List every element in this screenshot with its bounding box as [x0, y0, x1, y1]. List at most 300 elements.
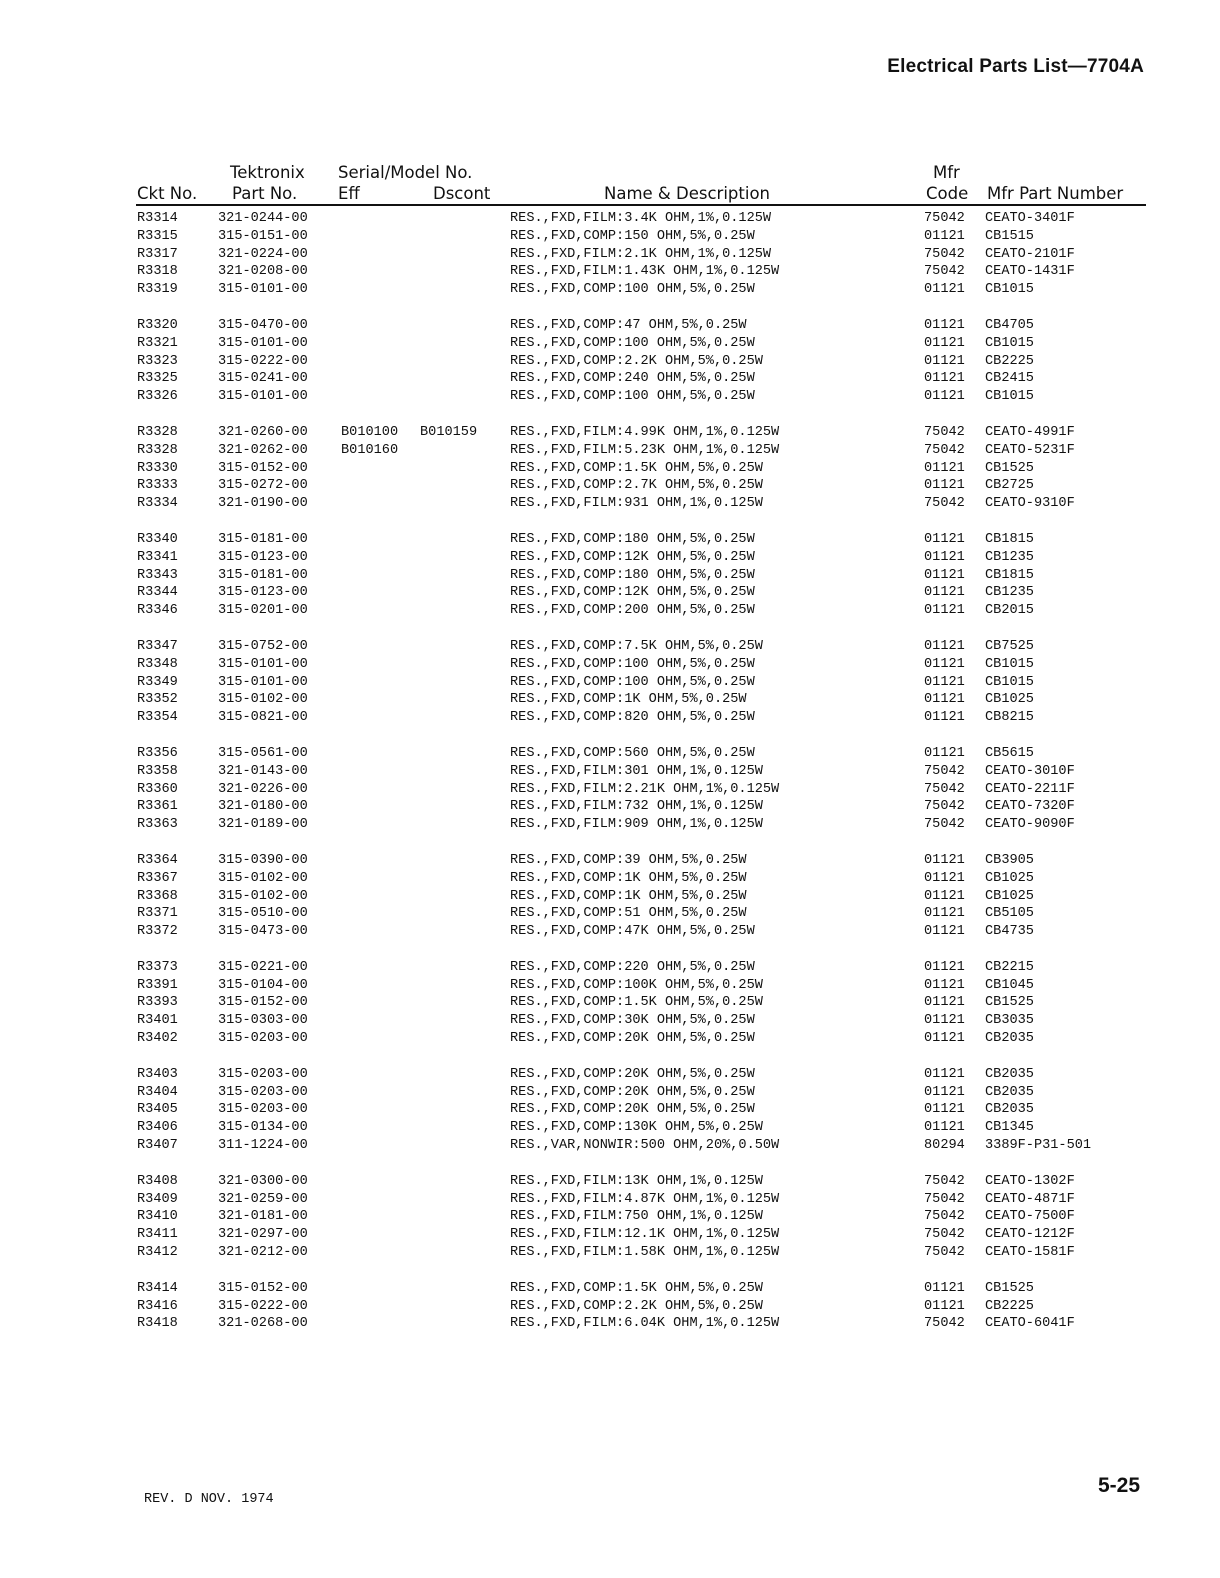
part-no-cell: 315-0203-00	[218, 1084, 308, 1100]
mfr-part-number-cell: CB1235	[985, 585, 1034, 601]
table-row	[0, 585, 1220, 603]
ckt-no-cell: R3320	[137, 317, 178, 333]
table-row	[0, 443, 1220, 461]
mfr-code-cell: 75042	[924, 246, 965, 262]
table-row	[0, 532, 1220, 550]
parts-group	[0, 1281, 1220, 1334]
mfr-part-number-cell: CB7525	[985, 638, 1034, 654]
mfr-part-number-cell: CB2035	[985, 1066, 1034, 1082]
mfr-code-cell: 75042	[924, 763, 965, 779]
part-no-cell: 315-0152-00	[218, 460, 308, 476]
mfr-part-number-cell: CEATO-2101F	[985, 246, 1075, 262]
table-row	[0, 1227, 1220, 1245]
ckt-no-cell: R3368	[137, 888, 178, 904]
ckt-no-cell: R3326	[137, 389, 178, 405]
ckt-no-cell: R3418	[137, 1316, 178, 1332]
mfr-code-cell: 75042	[924, 1173, 965, 1189]
table-row	[0, 764, 1220, 782]
mfr-code-cell: 01121	[924, 924, 965, 940]
mfr-part-number-cell: CB1345	[985, 1120, 1034, 1136]
ckt-no-cell: R3348	[137, 656, 178, 672]
ckt-no-cell: R3317	[137, 246, 178, 262]
mfr-code-cell: 01121	[924, 335, 965, 351]
mfr-code-cell: 75042	[924, 264, 965, 280]
ckt-no-cell: R3402	[137, 1031, 178, 1047]
mfr-part-number-cell: CEATO-6041F	[985, 1316, 1075, 1332]
part-no-cell: 321-0180-00	[218, 799, 308, 815]
table-row	[0, 1245, 1220, 1263]
description-cell: RES.,FXD,COMP:560 OHM,5%,0.25W	[510, 745, 755, 761]
table-row	[0, 282, 1220, 300]
mfr-code-cell: 75042	[924, 799, 965, 815]
part-no-cell: 315-0203-00	[218, 1102, 308, 1118]
table-row	[0, 924, 1220, 942]
ckt-no-cell: R3410	[137, 1209, 178, 1225]
mfr-part-number-cell: CB2035	[985, 1102, 1034, 1118]
mfr-code-cell: 01121	[924, 977, 965, 993]
ckt-no-cell: R3343	[137, 567, 178, 583]
header-code: Code	[926, 184, 969, 203]
table-row	[0, 1192, 1220, 1210]
mfr-part-number-cell: CB4705	[985, 317, 1034, 333]
table-row	[0, 247, 1220, 265]
mfr-part-number-cell: CB1815	[985, 531, 1034, 547]
table-row	[0, 425, 1220, 443]
header-mfr-part-number: Mfr Part Number	[987, 184, 1124, 203]
mfr-part-number-cell: CB1235	[985, 549, 1034, 565]
mfr-code-cell: 01121	[924, 888, 965, 904]
description-cell: RES.,FXD,COMP:180 OHM,5%,0.25W	[510, 567, 755, 583]
description-cell: RES.,FXD,COMP:2.2K OHM,5%,0.25W	[510, 353, 763, 369]
mfr-code-cell: 01121	[924, 1084, 965, 1100]
part-no-cell: 321-0226-00	[218, 781, 308, 797]
mfr-part-number-cell: CEATO-9090F	[985, 817, 1075, 833]
mfr-code-cell: 01121	[924, 549, 965, 565]
part-no-cell: 311-1224-00	[218, 1138, 308, 1154]
table-row	[0, 817, 1220, 835]
mfr-part-number-cell: CB3035	[985, 1013, 1034, 1029]
ckt-no-cell: R3412	[137, 1245, 178, 1261]
ckt-no-cell: R3405	[137, 1102, 178, 1118]
parts-group	[0, 639, 1220, 728]
mfr-part-number-cell: CEATO-2211F	[985, 781, 1075, 797]
description-cell: RES.,FXD,FILM:909 OHM,1%,0.125W	[510, 817, 763, 833]
table-row	[0, 889, 1220, 907]
ckt-no-cell: R3321	[137, 335, 178, 351]
mfr-part-number-cell: CB5105	[985, 906, 1034, 922]
mfr-code-cell: 01121	[924, 1120, 965, 1136]
table-row	[0, 978, 1220, 996]
part-no-cell: 315-0470-00	[218, 317, 308, 333]
ckt-no-cell: R3371	[137, 906, 178, 922]
table-row	[0, 1120, 1220, 1138]
mfr-part-number-cell: CEATO-1212F	[985, 1227, 1075, 1243]
ckt-no-cell: R3367	[137, 870, 178, 886]
description-cell: RES.,FXD,COMP:1K OHM,5%,0.25W	[510, 870, 747, 886]
mfr-code-cell: 01121	[924, 1066, 965, 1082]
ckt-no-cell: R3363	[137, 817, 178, 833]
mfr-code-cell: 01121	[924, 317, 965, 333]
part-no-cell: 315-0123-00	[218, 549, 308, 565]
table-row	[0, 1138, 1220, 1156]
table-row	[0, 1067, 1220, 1085]
mfr-part-number-cell: CEATO-1431F	[985, 264, 1075, 280]
page-title: Electrical Parts List—7704A	[887, 56, 1144, 77]
mfr-part-number-cell: CB1015	[985, 335, 1034, 351]
table-row	[0, 1209, 1220, 1227]
part-no-cell: 321-0300-00	[218, 1173, 308, 1189]
ckt-no-cell: R3346	[137, 603, 178, 619]
description-cell: RES.,FXD,COMP:180 OHM,5%,0.25W	[510, 531, 755, 547]
description-cell: RES.,FXD,FILM:13K OHM,1%,0.125W	[510, 1173, 763, 1189]
part-no-cell: 315-0152-00	[218, 1280, 308, 1296]
part-no-cell: 321-0208-00	[218, 264, 308, 280]
mfr-code-cell: 01121	[924, 478, 965, 494]
mfr-code-cell: 01121	[924, 1102, 965, 1118]
mfr-code-cell: 01121	[924, 1013, 965, 1029]
table-row	[0, 799, 1220, 817]
ckt-no-cell: R3333	[137, 478, 178, 494]
description-cell: RES.,FXD,COMP:100 OHM,5%,0.25W	[510, 674, 755, 690]
part-no-cell: 315-0473-00	[218, 924, 308, 940]
description-cell: RES.,FXD,FILM:931 OHM,1%,0.125W	[510, 496, 763, 512]
parts-group	[0, 211, 1220, 300]
description-cell: RES.,FXD,COMP:100 OHM,5%,0.25W	[510, 656, 755, 672]
mfr-code-cell: 75042	[924, 1209, 965, 1225]
mfr-part-number-cell: CB1025	[985, 870, 1034, 886]
parts-group	[0, 318, 1220, 407]
part-no-cell: 321-0268-00	[218, 1316, 308, 1332]
table-row	[0, 1281, 1220, 1299]
ckt-no-cell: R3356	[137, 745, 178, 761]
mfr-code-cell: 80294	[924, 1138, 965, 1154]
part-no-cell: 315-0181-00	[218, 531, 308, 547]
description-cell: RES.,FXD,COMP:12K OHM,5%,0.25W	[510, 585, 755, 601]
description-cell: RES.,FXD,FILM:1.58K OHM,1%,0.125W	[510, 1245, 780, 1261]
description-cell: RES.,FXD,COMP:12K OHM,5%,0.25W	[510, 549, 755, 565]
part-no-cell: 315-0203-00	[218, 1066, 308, 1082]
description-cell: RES.,FXD,COMP:2.2K OHM,5%,0.25W	[510, 1298, 763, 1314]
table-row	[0, 1085, 1220, 1103]
table-row	[0, 710, 1220, 728]
ckt-no-cell: R3330	[137, 460, 178, 476]
part-no-cell: 315-0101-00	[218, 389, 308, 405]
ckt-no-cell: R3411	[137, 1227, 178, 1243]
part-no-cell: 321-0189-00	[218, 817, 308, 833]
mfr-code-cell: 01121	[924, 995, 965, 1011]
revision-note: REV. D NOV. 1974	[144, 1492, 274, 1507]
table-row	[0, 478, 1220, 496]
header-name-description: Name & Description	[604, 184, 771, 203]
table-row	[0, 550, 1220, 568]
part-no-cell: 321-0190-00	[218, 496, 308, 512]
table-row	[0, 692, 1220, 710]
description-cell: RES.,FXD,COMP:20K OHM,5%,0.25W	[510, 1066, 755, 1082]
description-cell: RES.,FXD,COMP:1.5K OHM,5%,0.25W	[510, 1280, 763, 1296]
description-cell: RES.,FXD,COMP:7.5K OHM,5%,0.25W	[510, 638, 763, 654]
description-cell: RES.,FXD,FILM:3.4K OHM,1%,0.125W	[510, 211, 772, 226]
table-row	[0, 871, 1220, 889]
description-cell: RES.,FXD,COMP:1K OHM,5%,0.25W	[510, 888, 747, 904]
part-no-cell: 315-0821-00	[218, 710, 308, 726]
part-no-cell: 315-0222-00	[218, 1298, 308, 1314]
part-no-cell: 321-0224-00	[218, 246, 308, 262]
mfr-code-cell: 01121	[924, 531, 965, 547]
part-no-cell: 321-0244-00	[218, 211, 308, 226]
description-cell: RES.,FXD,COMP:820 OHM,5%,0.25W	[510, 710, 755, 726]
description-cell: RES.,FXD,COMP:100 OHM,5%,0.25W	[510, 335, 755, 351]
mfr-part-number-cell: CB4735	[985, 924, 1034, 940]
description-cell: RES.,FXD,COMP:20K OHM,5%,0.25W	[510, 1031, 755, 1047]
description-cell: RES.,FXD,COMP:220 OHM,5%,0.25W	[510, 959, 755, 975]
parts-group	[0, 532, 1220, 621]
header-ckt-no: Ckt No.	[137, 184, 198, 203]
mfr-code-cell: 01121	[924, 228, 965, 244]
table-row	[0, 264, 1220, 282]
table-row	[0, 211, 1220, 229]
header-dscont: Dscont	[433, 184, 491, 203]
table-row	[0, 782, 1220, 800]
description-cell: RES.,FXD,COMP:1.5K OHM,5%,0.25W	[510, 995, 763, 1011]
description-cell: RES.,FXD,FILM:6.04K OHM,1%,0.125W	[510, 1316, 780, 1332]
ckt-no-cell: R3319	[137, 282, 178, 298]
mfr-part-number-cell: CEATO-9310F	[985, 496, 1075, 512]
mfr-part-number-cell: CB1025	[985, 888, 1034, 904]
part-no-cell: 315-0101-00	[218, 674, 308, 690]
description-cell: RES.,FXD,COMP:47K OHM,5%,0.25W	[510, 924, 755, 940]
part-no-cell: 315-0221-00	[218, 959, 308, 975]
serial-dscont-cell: B010159	[420, 424, 478, 440]
ckt-no-cell: R3416	[137, 1298, 178, 1314]
part-no-cell: 315-0561-00	[218, 745, 308, 761]
description-cell: RES.,FXD,COMP:100 OHM,5%,0.25W	[510, 389, 755, 405]
mfr-code-cell: 01121	[924, 870, 965, 886]
part-no-cell: 321-0297-00	[218, 1227, 308, 1243]
table-row	[0, 1174, 1220, 1192]
description-cell: RES.,FXD,COMP:130K OHM,5%,0.25W	[510, 1120, 763, 1136]
mfr-part-number-cell: CEATO-4871F	[985, 1191, 1075, 1207]
parts-group	[0, 425, 1220, 514]
mfr-part-number-cell: CB2035	[985, 1084, 1034, 1100]
part-no-cell: 315-0123-00	[218, 585, 308, 601]
part-no-cell: 315-0104-00	[218, 977, 308, 993]
ckt-no-cell: R3404	[137, 1084, 178, 1100]
table-row	[0, 675, 1220, 693]
mfr-code-cell: 75042	[924, 1316, 965, 1332]
part-no-cell: 321-0259-00	[218, 1191, 308, 1207]
ckt-no-cell: R3354	[137, 710, 178, 726]
part-no-cell: 315-0134-00	[218, 1120, 308, 1136]
mfr-code-cell: 01121	[924, 353, 965, 369]
ckt-no-cell: R3323	[137, 353, 178, 369]
description-cell: RES.,FXD,COMP:39 OHM,5%,0.25W	[510, 852, 747, 868]
parts-group	[0, 746, 1220, 835]
description-cell: RES.,FXD,FILM:301 OHM,1%,0.125W	[510, 763, 763, 779]
parts-group	[0, 1067, 1220, 1156]
mfr-code-cell: 01121	[924, 282, 965, 298]
table-row	[0, 657, 1220, 675]
table-row	[0, 318, 1220, 336]
table-row	[0, 1316, 1220, 1334]
part-no-cell: 321-0143-00	[218, 763, 308, 779]
description-cell: RES.,FXD,COMP:200 OHM,5%,0.25W	[510, 603, 755, 619]
description-cell: RES.,FXD,FILM:750 OHM,1%,0.125W	[510, 1209, 763, 1225]
description-cell: RES.,FXD,FILM:2.1K OHM,1%,0.125W	[510, 246, 772, 262]
mfr-code-cell: 01121	[924, 1298, 965, 1314]
mfr-code-cell: 75042	[924, 424, 965, 440]
mfr-part-number-cell: CEATO-1581F	[985, 1245, 1075, 1261]
table-row	[0, 603, 1220, 621]
part-no-cell: 315-0151-00	[218, 228, 308, 244]
mfr-part-number-cell: CEATO-3010F	[985, 763, 1075, 779]
table-row	[0, 639, 1220, 657]
part-no-cell: 315-0102-00	[218, 870, 308, 886]
mfr-code-cell: 01121	[924, 745, 965, 761]
description-cell: RES.,FXD,COMP:100 OHM,5%,0.25W	[510, 282, 755, 298]
table-row	[0, 906, 1220, 924]
table-row	[0, 1031, 1220, 1049]
ckt-no-cell: R3393	[137, 995, 178, 1011]
mfr-code-cell: 01121	[924, 371, 965, 387]
mfr-part-number-cell: CB2725	[985, 478, 1034, 494]
mfr-part-number-cell: CB5615	[985, 745, 1034, 761]
table-row	[0, 1013, 1220, 1031]
parts-group	[0, 853, 1220, 942]
description-cell: RES.,FXD,FILM:1.43K OHM,1%,0.125W	[510, 264, 780, 280]
mfr-code-cell: 75042	[924, 211, 965, 226]
part-no-cell: 315-0102-00	[218, 692, 308, 708]
table-row	[0, 336, 1220, 354]
mfr-part-number-cell: CEATO-4991F	[985, 424, 1075, 440]
mfr-part-number-cell: CB1015	[985, 282, 1034, 298]
mfr-part-number-cell: CB1815	[985, 567, 1034, 583]
description-cell: RES.,FXD,COMP:100K OHM,5%,0.25W	[510, 977, 763, 993]
mfr-code-cell: 01121	[924, 1280, 965, 1296]
mfr-code-cell: 01121	[924, 638, 965, 654]
part-no-cell: 315-0152-00	[218, 995, 308, 1011]
ckt-no-cell: R3372	[137, 924, 178, 940]
description-cell: RES.,FXD,FILM:2.21K OHM,1%,0.125W	[510, 781, 780, 797]
mfr-part-number-cell: CB1525	[985, 460, 1034, 476]
part-no-cell: 321-0260-00	[218, 424, 308, 440]
table-row	[0, 568, 1220, 586]
ckt-no-cell: R3403	[137, 1066, 178, 1082]
description-cell: RES.,FXD,COMP:20K OHM,5%,0.25W	[510, 1102, 755, 1118]
part-no-cell: 321-0262-00	[218, 442, 308, 458]
part-no-cell: 315-0101-00	[218, 656, 308, 672]
mfr-code-cell: 01121	[924, 852, 965, 868]
mfr-code-cell: 75042	[924, 1245, 965, 1261]
mfr-code-cell: 01121	[924, 674, 965, 690]
ckt-no-cell: R3408	[137, 1173, 178, 1189]
part-no-cell: 315-0241-00	[218, 371, 308, 387]
mfr-part-number-cell: CB2035	[985, 1031, 1034, 1047]
header-divider	[136, 204, 1146, 206]
part-no-cell: 315-0752-00	[218, 638, 308, 654]
part-no-cell: 315-0101-00	[218, 335, 308, 351]
ckt-no-cell: R3373	[137, 959, 178, 975]
description-cell: RES.,FXD,COMP:51 OHM,5%,0.25W	[510, 906, 747, 922]
ckt-no-cell: R3325	[137, 371, 178, 387]
ckt-no-cell: R3328	[137, 442, 178, 458]
mfr-code-cell: 75042	[924, 1227, 965, 1243]
part-no-cell: 315-0102-00	[218, 888, 308, 904]
mfr-code-cell: 01121	[924, 692, 965, 708]
part-no-cell: 315-0390-00	[218, 852, 308, 868]
table-row	[0, 496, 1220, 514]
table-row	[0, 746, 1220, 764]
mfr-code-cell: 01121	[924, 603, 965, 619]
ckt-no-cell: R3360	[137, 781, 178, 797]
ckt-no-cell: R3340	[137, 531, 178, 547]
parts-group	[0, 960, 1220, 1049]
header-mfr: Mfr	[933, 163, 960, 182]
parts-table	[0, 211, 1220, 1352]
table-row	[0, 229, 1220, 247]
ckt-no-cell: R3318	[137, 264, 178, 280]
header-serial-model: Serial/Model No.	[338, 163, 473, 182]
mfr-code-cell: 01121	[924, 567, 965, 583]
mfr-code-cell: 75042	[924, 781, 965, 797]
mfr-part-number-cell: 3389F-P31-501	[985, 1138, 1092, 1154]
mfr-code-cell: 01121	[924, 906, 965, 922]
description-cell: RES.,FXD,FILM:732 OHM,1%,0.125W	[510, 799, 763, 815]
mfr-part-number-cell: CB1015	[985, 389, 1034, 405]
part-no-cell: 321-0212-00	[218, 1245, 308, 1261]
table-row	[0, 853, 1220, 871]
part-no-cell: 315-0203-00	[218, 1031, 308, 1047]
ckt-no-cell: R3414	[137, 1280, 178, 1296]
mfr-part-number-cell: CB1025	[985, 692, 1034, 708]
description-cell: RES.,FXD,COMP:2.7K OHM,5%,0.25W	[510, 478, 763, 494]
serial-eff-cell: B010100	[341, 424, 399, 440]
mfr-part-number-cell: CEATO-5231F	[985, 442, 1075, 458]
ckt-no-cell: R3314	[137, 211, 178, 226]
mfr-code-cell: 75042	[924, 1191, 965, 1207]
mfr-part-number-cell: CB1015	[985, 674, 1034, 690]
mfr-part-number-cell: CB1015	[985, 656, 1034, 672]
mfr-part-number-cell: CEATO-7500F	[985, 1209, 1075, 1225]
mfr-code-cell: 75042	[924, 442, 965, 458]
table-row	[0, 1102, 1220, 1120]
mfr-part-number-cell: CEATO-7320F	[985, 799, 1075, 815]
table-row	[0, 461, 1220, 479]
table-row	[0, 354, 1220, 372]
mfr-code-cell: 75042	[924, 496, 965, 512]
mfr-part-number-cell: CB1045	[985, 977, 1034, 993]
mfr-part-number-cell: CB3905	[985, 852, 1034, 868]
ckt-no-cell: R3315	[137, 228, 178, 244]
ckt-no-cell: R3364	[137, 852, 178, 868]
mfr-part-number-cell: CB8215	[985, 710, 1034, 726]
part-no-cell: 315-0510-00	[218, 906, 308, 922]
description-cell: RES.,FXD,COMP:20K OHM,5%,0.25W	[510, 1084, 755, 1100]
parts-group	[0, 1174, 1220, 1263]
mfr-code-cell: 01121	[924, 1031, 965, 1047]
description-cell: RES.,FXD,FILM:5.23K OHM,1%,0.125W	[510, 442, 780, 458]
description-cell: RES.,FXD,FILM:12.1K OHM,1%,0.125W	[510, 1227, 780, 1243]
description-cell: RES.,FXD,COMP:1K OHM,5%,0.25W	[510, 692, 747, 708]
mfr-part-number-cell: CB1525	[985, 995, 1034, 1011]
description-cell: RES.,FXD,COMP:150 OHM,5%,0.25W	[510, 228, 755, 244]
ckt-no-cell: R3352	[137, 692, 178, 708]
ckt-no-cell: R3361	[137, 799, 178, 815]
ckt-no-cell: R3349	[137, 674, 178, 690]
table-row	[0, 389, 1220, 407]
page-number: 5-25	[1097, 1474, 1140, 1497]
part-no-cell: 315-0101-00	[218, 282, 308, 298]
mfr-part-number-cell: CB2215	[985, 959, 1034, 975]
